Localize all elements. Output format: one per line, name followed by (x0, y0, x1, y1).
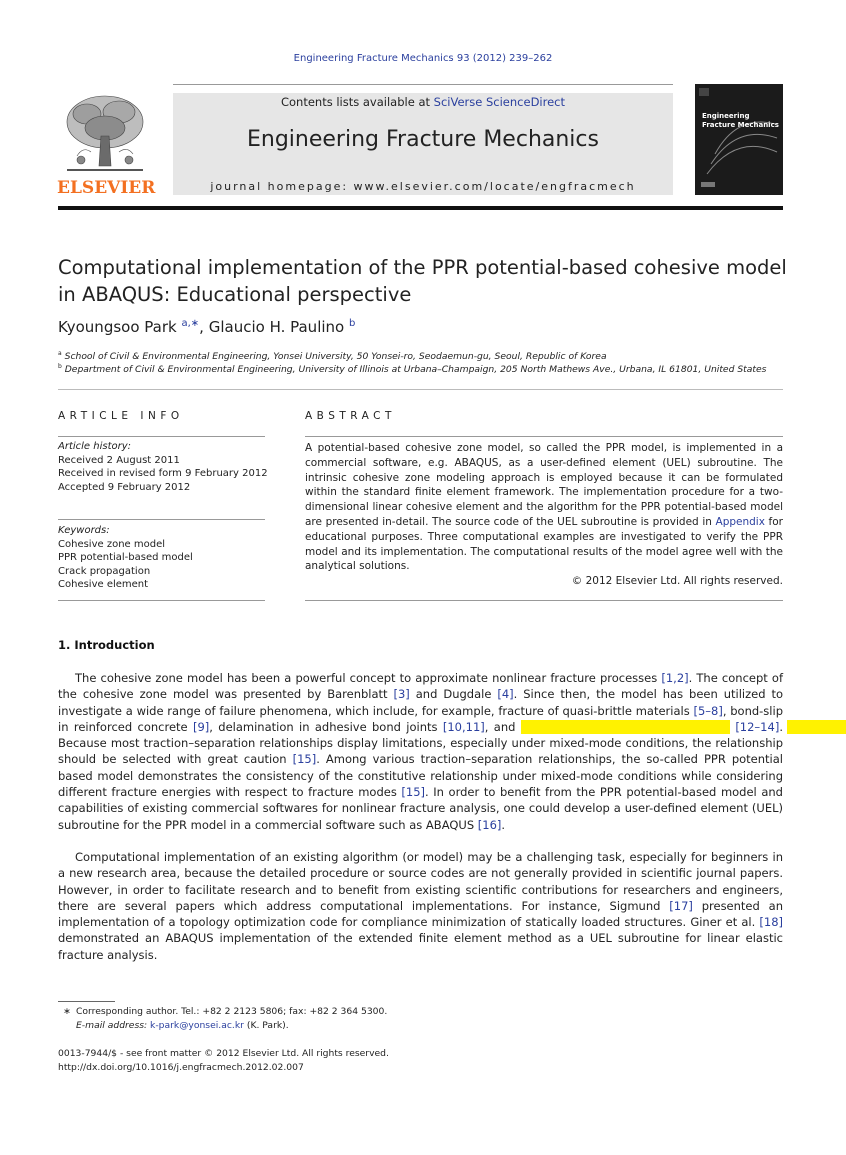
front-matter: 0013-7944/$ - see front matter © 2012 Elsevier Ltd. All rights reserved. (58, 1048, 389, 1059)
affiliation-b (58, 363, 766, 375)
corresponding-text: Corresponding author. Tel.: +82 2 2123 5806; fax: +82 2 364 5300. (76, 1006, 388, 1017)
article-title-line1: Computational implementation of the PPR potential-based cohesive model (58, 256, 787, 279)
article-info-rule (58, 436, 265, 437)
citation-link[interactable]: [3] (393, 687, 410, 702)
paragraph-text: The cohesive zone model has been a powerful concept to approximate nonlinear fracture processes (75, 671, 662, 685)
affiliation-a-text: School of Civil & Environmental Engineering, Yonsei University, 50 Yonsei-ro, Seodaemun-gu, Seoul, Republic of Korea (64, 351, 607, 363)
keyword-item: Cohesive zone model (58, 538, 166, 550)
history-label: Article history: (58, 441, 132, 452)
keyword-item: PPR potential-based model (58, 552, 193, 563)
intro-paragraph-1 (58, 670, 787, 833)
paragraph-text: Because most traction–separation relationships display limitations, especially under mixed-mode conditions, the relationship should be selected with great caution (58, 736, 783, 767)
elsevier-logo-text: ELSEVIER (57, 178, 156, 198)
paragraph-text: . Since then, the model has been utilized to investigate a wide range of failure phenomena, which include, for example, fracture of quasi-brittle materials (58, 687, 784, 718)
keywords-rule (58, 519, 265, 520)
article-info-heading: ARTICLE INFO (58, 410, 184, 422)
abstract-bottom-rule (305, 600, 783, 601)
affiliation-rule (58, 389, 783, 390)
paragraph-text: . In order to benefit from the PPR potential-based model and capabilities of existing commercial softwares for nonlinear fracture analysis, one could develop a user-defined element (UEL) subroutine for the PPR model in a commercial software such as ABAQUS (58, 785, 783, 832)
citation-link[interactable]: [15] (292, 752, 317, 767)
accepted-date: Accepted 9 February 2012 (58, 481, 191, 493)
received-date: Received 2 August 2011 (58, 454, 180, 466)
abstract-text-part2: for educational purposes. Three computational examples are investigated to verify the PPR model and its implementation. The computational results of the model agree well with the analytical solutions. (305, 515, 783, 573)
author-1-marks[interactable]: a,∗ (181, 318, 200, 329)
affiliation-a (58, 350, 607, 362)
doi-link[interactable]: http://dx.doi.org/10.1016/j.engfracmech.2012.02.007 (58, 1062, 304, 1073)
citation-link[interactable]: [16] (477, 817, 502, 832)
affiliation-b-mark: b (58, 363, 62, 370)
keywords-block (58, 524, 193, 592)
author-2: Glaucio H. Paulino (208, 318, 345, 336)
email-suffix: (K. Park). (243, 1020, 289, 1031)
abstract-text-part1: A potential-based cohesive zone model, so called the PPR model, is implemented in a commercial software, e.g. ABAQUS, as a user-defined element (UEL) subroutine. The intrinsic cohesive zone modeling approach is employed because it can be formulated within the standard finite element framework. The implementation procedure for a two-dimensional linear cohesive element and the algorithm for the PPR potential-based model are presented in-detail. The source code of the UEL subroutine is provided in (305, 442, 783, 528)
citation-link[interactable]: [4] (497, 687, 514, 702)
keywords-label: Keywords: (58, 525, 110, 536)
header-bottom-rule (58, 206, 783, 210)
affiliation-b-text: Department of Civil & Environmental Engineering, University of Illinois at Urbana–Champaign, 205 North Mathews Ave., Urbana, IL 61801, United States (64, 364, 767, 376)
authors-line (58, 318, 355, 336)
paragraph-text: Computational implementation of an existing algorithm (or model) may be a challenging task, especially for beginners in a new research area, because the detailed procedure or source codes are not generally provided in scientific journal papers. However, in order to facilitate research and to benefit from existing scientific contributions for researchers and engineers, there are several papers which address computational implementations. For instance, Sigmund (58, 850, 783, 913)
author-1: Kyoungsoo Park (58, 318, 177, 336)
citation-link[interactable]: [17] (669, 898, 693, 913)
abstract-copyright: © 2012 Elsevier Ltd. All rights reserved. (571, 575, 783, 587)
elsevier-tree-logo (57, 92, 153, 176)
keyword-item: Cohesive element (58, 579, 149, 590)
sciverse-link[interactable]: SciVerse ScienceDirect (433, 95, 566, 109)
paragraph-text: presented an implementation of a topology optimization code for compliance minimization of statically loaded structures. Giner et al. (58, 898, 783, 930)
citation-link[interactable]: [10,11] (442, 719, 485, 734)
citation-link[interactable]: [12–14] (735, 719, 780, 734)
journal-cover-image (695, 84, 783, 195)
author-separator: , (199, 318, 209, 336)
abstract-heading: ABSTRACT (305, 410, 396, 422)
contents-prefix: Contents lists available at (280, 95, 434, 109)
paragraph-text: . (779, 719, 787, 734)
cover-title (702, 112, 779, 130)
paragraph-text: , and (484, 719, 521, 734)
highlight-mark (521, 720, 730, 734)
citation-link[interactable]: [15] (401, 785, 426, 800)
citation-link[interactable]: [9] (192, 719, 210, 734)
citation-link[interactable]: [18] (759, 915, 783, 930)
citation-link[interactable]: [1,2] (661, 671, 689, 685)
article-title-line2: in ABAQUS: Educational perspective (58, 283, 412, 306)
appendix-link[interactable]: Appendix (715, 515, 765, 528)
abstract-rule (305, 436, 783, 437)
corresponding-author-note (58, 1005, 783, 1019)
keyword-item: Crack propagation (58, 565, 151, 577)
introduction-heading: 1. Introduction (58, 638, 155, 652)
journal-reference[interactable]: Engineering Fracture Mechanics 93 (2012) 239–262 (293, 53, 553, 64)
header-top-rule (173, 84, 673, 85)
revised-date: Received in revised form 9 February 2012 (58, 468, 268, 479)
email-label: E-mail address: (76, 1020, 148, 1031)
paragraph-text: , delamination in adhesive bond joints (209, 719, 443, 734)
intro-paragraph-1-content (58, 671, 846, 832)
journal-title: Engineering Fracture Mechanics (247, 127, 599, 152)
citation-link[interactable]: [5–8] (693, 703, 723, 718)
highlight-mark (787, 720, 846, 734)
footnote-rule (58, 1001, 115, 1002)
paragraph-text: . Among various traction–separation relationships, the so-called PPR potential based model demonstrates the consistency of the constitutive relationship under mixed-mode conditions while considering different fracture energies with respect to fracture modes (58, 752, 783, 800)
affiliation-a-mark: a (58, 350, 62, 357)
cover-title-line1: Engineering (702, 112, 750, 120)
email-link[interactable]: k-park@yonsei.ac.kr (150, 1020, 244, 1031)
article-title (58, 254, 798, 308)
author-2-marks[interactable]: b (349, 318, 356, 329)
paragraph-text: and Dugdale (409, 687, 498, 702)
email-note (58, 1019, 801, 1033)
paragraph-text: , bond-slip in reinforced concrete (58, 703, 783, 734)
abstract-text (305, 441, 783, 574)
article-history (58, 440, 268, 494)
paragraph-text: demonstrated an ABAQUS implementation of the extended finite element method as a UEL subroutine for linear elastic fracture analysis. (58, 931, 783, 962)
paragraph-text: . (501, 817, 506, 832)
cover-title-line2: Fracture Mechanics (702, 121, 779, 129)
paragraph-text: . The concept of the cohesive zone model was presented by Barenblatt (58, 671, 783, 702)
intro-paragraph-2-content (58, 850, 783, 962)
contents-line (173, 95, 673, 109)
journal-homepage[interactable]: journal homepage: www.elsevier.com/locate/engfracmech (210, 180, 636, 193)
intro-paragraph-2 (58, 849, 783, 963)
article-info-bottom-rule (58, 600, 265, 601)
corresponding-mark: ∗ (63, 1006, 71, 1017)
